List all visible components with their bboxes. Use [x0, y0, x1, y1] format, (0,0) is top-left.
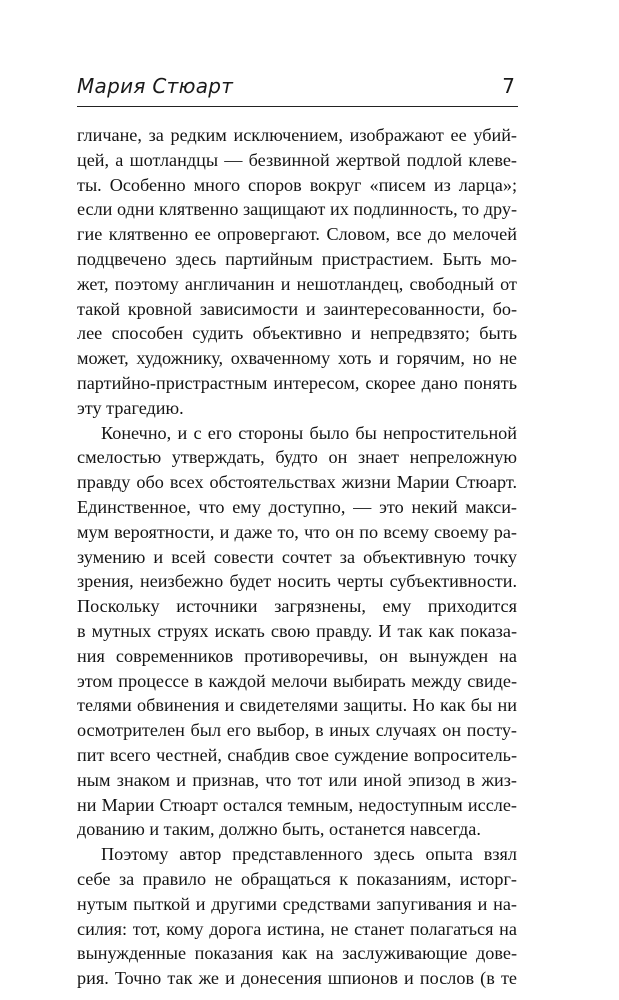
text-line: правду обо всех обстоятельствах жизни Марии Стюарт.	[77, 472, 517, 493]
text-line: нутым пыткой и другими средствами запугивания и на-	[77, 893, 517, 914]
text-line: ни Марии Стюарт остался темным, недоступным иссле-	[77, 794, 517, 815]
header-rule	[77, 106, 518, 107]
text-line: ным знаком и признав, что тот или иной эпизод в жиз-	[77, 769, 517, 790]
text-line: телями обвинения и свидетелями защиты. Но как бы ни	[77, 695, 517, 716]
text-line: себе за правило не обращаться к показаниям, исторг-	[77, 868, 517, 889]
text-line: Единственное, что ему доступно, — это некий макси-	[77, 496, 517, 517]
text-line: может, художнику, охваченному хоть и горячим, но не	[77, 348, 517, 369]
page-header	[77, 74, 519, 108]
text-line: Поэтому автор представленного здесь опыта взял	[101, 844, 517, 865]
text-line: силия: тот, кому дорога истина, не станет полагаться на	[77, 918, 517, 939]
text-line: Поскольку источники загрязнены, ему приходится	[77, 596, 517, 617]
text-line: гличане, за редким исключением, изображают ее убий-	[77, 125, 517, 145]
text-line: гие клятвенно ее опровергают. Словом, все до мелочей	[77, 224, 517, 245]
text-line: лее способен судить объективно и непредвзято; быть	[77, 323, 517, 344]
text-line: вынужденные показания как на заслуживающие дове-	[77, 943, 517, 964]
text-line: осмотрителен был его выбор, в иных случаях он посту-	[77, 720, 517, 741]
text-line: этом процессе в каждой мелочи выбирать между свиде-	[77, 670, 517, 691]
text-line: зумению и всей совести сочтет за объективную точку	[77, 546, 517, 567]
text-line: ния современников противоречивы, он вынужден на	[77, 645, 517, 666]
text-line: жет, поэтому англичанин и нешотландец, свободный от	[77, 273, 517, 294]
text-line: пит всего честней, снабдив свое суждение вопроситель-	[77, 744, 517, 765]
text-line: рия. Точно так же и донесения шпионов и послов (в те	[77, 968, 517, 989]
body-text	[77, 123, 517, 991]
text-line: ты. Особенно много споров вокруг «писем из ларца»;	[77, 174, 517, 195]
text-line: эту трагедию.	[77, 397, 184, 418]
text-line: подцвечено здесь партийным пристрастием. Быть мо-	[77, 248, 517, 269]
text-line: дованию и таким, должно быть, останется навсегда.	[77, 819, 481, 840]
text-line: партийно-пристрастным интересом, скорее дано понять	[77, 372, 517, 393]
text-line: если одни клятвенно защищают их подлинность, то дру-	[77, 199, 517, 220]
running-title: Мария Стюарт	[77, 74, 234, 98]
text-line: в мутных струях искать свою правду. И так как показа-	[77, 620, 517, 641]
page-number: 7	[502, 74, 515, 98]
text-line: зрения, неизбежно будет носить черты субъективности.	[77, 571, 517, 592]
text-line: цей, а шотландцы — безвинной жертвой подлой клеве-	[77, 149, 517, 170]
text-line: смелостью утверждать, будто он знает непреложную	[77, 447, 517, 468]
text-line: такой кровной зависимости и заинтересованности, бо-	[77, 298, 517, 319]
text-line: мум вероятности, и даже то, что он по всему своему ра-	[77, 521, 517, 542]
text-line: Конечно, и с его стороны было бы непростительной	[101, 422, 517, 443]
